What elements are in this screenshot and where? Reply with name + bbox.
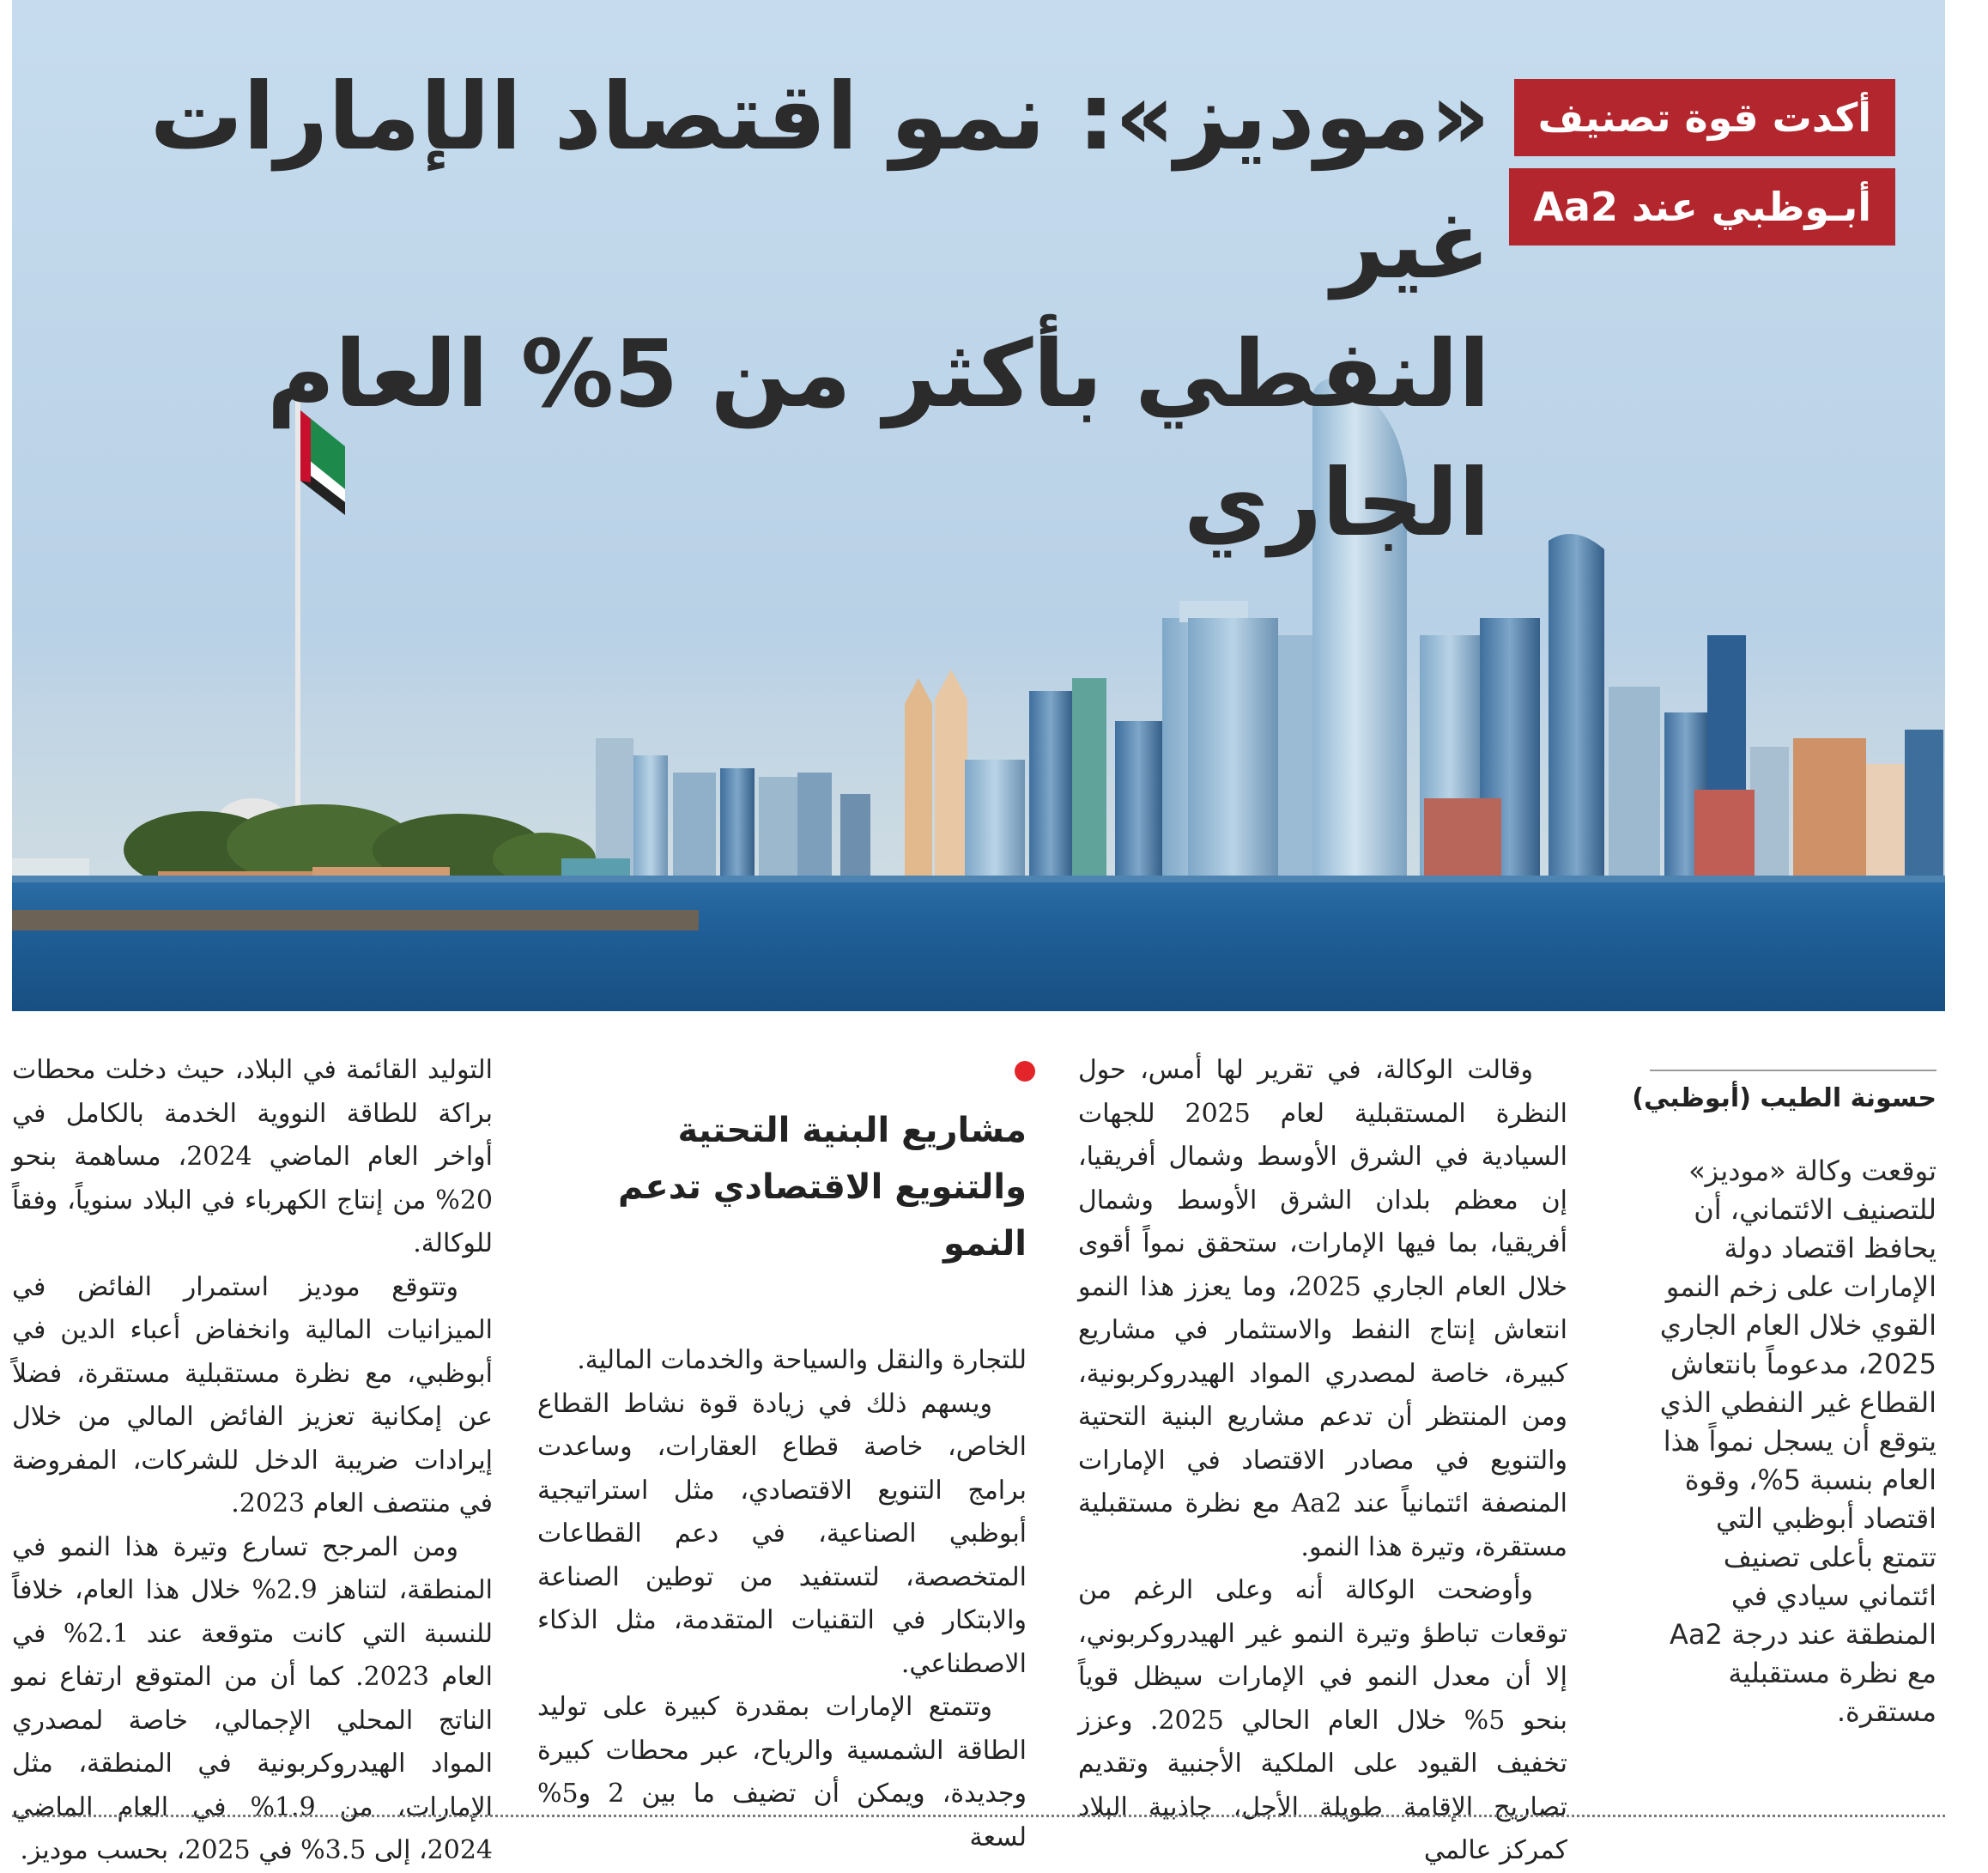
paragraph: وقالت الوكالة، في تقرير لها أمس، حول النظرة المستقبلية لعام 2025 للجهات السيادية في الشرق الأوسط وشمال أفريقيا، إن معظم بلدان الشرق الأوسط وشمال أفريقيا، بما فيها الإمارات، ستحقق نمواً أقوى خلال العام الجاري 2025، وما يعزز هذا النمو انتعاش إنتاج النفط والاستثمار في مشاريع كبيرة، خاصة لمصدري المواد الهيدروكربونية، ومن المنتظر أن تدعم مشاريع البنية التحتية والتنويع في مصادر الاقتصاد في الإمارات المنصفة ائتمانياً عند Aa2 مع نظرة مستقبلية مستقرة، وتيرة هذا النمو. — [1078, 1055, 1567, 1562]
article-column-1 — [1078, 1049, 1567, 1873]
bottom-dotted-rule — [12, 1815, 1945, 1817]
paragraph: وأوضحت الوكالة أنه وعلى الرغم من توقعات تباطؤ وتيرة النمو غير الهيدروكربوني، إلا أن معدل النمو في الإمارات سيظل قوياً بنحو 5% خلال العام الحالي 2025. وعزز تخفيف القيود على الملكية الأجنبية وتقديم تصاريح الإقامة طويلة الأجل، جاذبية البلاد كمركز عالمي — [1078, 1575, 1568, 1865]
headline-line-2: النفطي بأكثر من 5% العام الجاري — [266, 321, 1490, 557]
headline-line-1: «موديز»: نمو اقتصاد الإمارات غير — [149, 64, 1490, 300]
paragraph: ويسهم ذلك في زيادة قوة نشاط القطاع الخاص، خاصة قطاع العقارات، وساعدت برامج التنويع الاقتصادي، مثل استراتيجية أبوظبي الصناعية، في دعم القطاعات المتخصصة، لتستفيد من توطين الصناعة والابتكار في التقنيات المتقدمة، مثل الذكاء الاصطناعي. — [537, 1388, 1027, 1679]
sea — [12, 876, 1945, 1011]
byline-rule — [1650, 1070, 1936, 1071]
byline: حسونة الطيب (أبوظبي) — [1632, 1083, 1936, 1113]
red-bullet — [1015, 1061, 1035, 1082]
kicker-line-1: أكدت قوة تصنيف — [1514, 79, 1895, 156]
paragraph: للتجارة والنقل والسياحة والخدمات المالية. — [577, 1345, 1027, 1375]
headline — [82, 53, 1490, 568]
kicker-line-2: أبـوظبي عند Aa2 — [1509, 168, 1895, 245]
paragraph: وتتمتع الإمارات بمقدرة كبيرة على توليد الطاقة الشمسية والرياح، عبر محطات كبيرة وجديدة، ويمكن أن تضيف ما بين 2 و5% لسعة — [537, 1692, 1027, 1852]
article-column-2 — [537, 1339, 1027, 1859]
paragraph: ومن المرجح تسارع وتيرة هذا النمو في المنطقة، لتناهز 2.9% خلال هذا العام، خلافاً للنسبة التي كانت متوقعة عند 2.1% في العام 2023. كما أن من المتوقع ارتفاع نمو الناتج المحلي الإجمالي، خاصة لمصدري المواد الهيدروكربونية في المنطقة، مثل الإمارات، من 1.9% في العام الماضي 2024، إلى 3.5% في 2025، بحسب موديز. — [12, 1531, 493, 1865]
abu-dhabi-skyline-photo — [12, 0, 1945, 1011]
lede-paragraph: توقعت وكالة «موديز» للتصنيف الائتماني، أن يحافظ اقتصاد دولة الإمارات على زخم النمو القوي خلال العام الجاري 2025، مدعوماً بانتعاش القطاع غير النفطي الذي يتوقع أن يسجل نمواً هذا العام بنسبة 5%، وقوة اقتصاد أبوظبي التي تتمتع بأعلى تصنيف ائتماني سيادي في المنطقة عند درجة Aa2 مع نظرة مستقبلية مستقرة. — [1659, 1155, 1936, 1728]
paragraph: التوليد القائمة في البلاد، حيث دخلت محطات براكة للطاقة النووية الخدمة بالكامل في أواخر العام الماضي 2024، مساهمة بنحو 20% من إنتاج الكهرباء في البلاد سنوياً، وفقاً للوكالة. — [12, 1055, 493, 1258]
paragraph: وتتوقع موديز استمرار الفائض في الميزانيات المالية وانخفاض أعباء الدين في أبوظبي، مع نظرة مستقبلية مستقرة، فضلاً عن إمكانية تعزيز الفائض المالي من خلال إيرادات ضريبة الدخل للشركات، المفروضة في منتصف العام 2023. — [12, 1271, 493, 1518]
subheading: مشاريع البنية التحتية والتنويع الاقتصادي تدعم النمو — [618, 1111, 1027, 1264]
article-column-3 — [12, 1049, 493, 1873]
